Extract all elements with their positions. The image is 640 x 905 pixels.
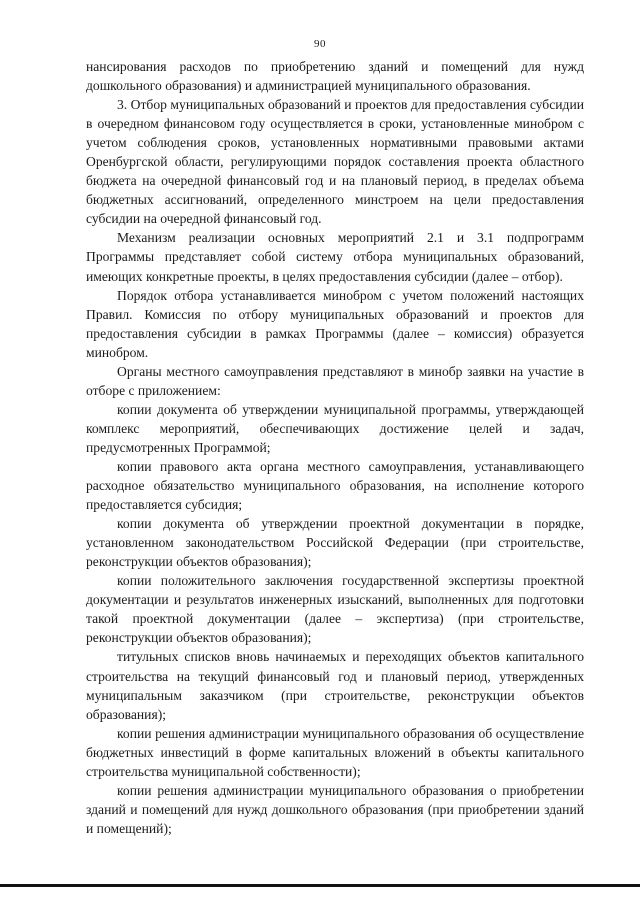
paragraph-mechanism: Механизм реализации основных мероприятий 2.1 и 3.1 подпрограмм Программы представляет собой систему отбора муниципальных образований, имеющих конкретные проекты, в целях предоставления субсидии (далее – отбор). bbox=[86, 230, 584, 284]
list-item-title-lists: титульных списков вновь начинаемых и переходящих объектов капитального строительства на текущий финансовый год и плановый период, утвержденных муниципальным заказчиком (при строительстве, реконструкции объектов образования); bbox=[86, 649, 584, 722]
bottom-rule bbox=[0, 884, 640, 887]
list-item-project-docs-copy: копии документа об утверждении проектной документации в порядке, установленном законодательством Российской Федерации (при строительстве, реконструкции объектов образования); bbox=[86, 516, 584, 570]
page-number: 90 bbox=[314, 38, 326, 50]
list-item-acquisition-decision: копии решения администрации муниципального образования о приобретении зданий и помещений для нужд дошкольного образования (при приобретении зданий и помещений); bbox=[86, 782, 584, 836]
list-item-program-copy: копии документа об утверждении муниципальной программы, утверждающей комплекс мероприятий, обеспечивающих достижение целей и задач, предусмотренных Программой; bbox=[86, 401, 584, 455]
paragraph-applications: Органы местного самоуправления представляют в минобр заявки на участие в отборе с приложением: bbox=[86, 363, 584, 398]
paragraph-selection-procedure: 3. Отбор муниципальных образований и проектов для предоставления субсидии в очередном финансовом году осуществляется в сроки, установленные минобром с учетом соблюдения сроков, установленных нормативными правовыми актами Оренбургской области, регулирующими порядок составления проекта областного бюджета на очередной финансовый год и на плановый период, в пределах объема бюджетных ассигнований, определенного минстроем на цели предоставления субсидии на очередной финансовый год. bbox=[86, 97, 584, 227]
list-item-investment-decision: копии решения администрации муниципального образования об осуществление бюджетных инвестиций в форме капитальных вложений в объекты капитального строительства муниципальной собственности); bbox=[86, 725, 584, 779]
document-body bbox=[86, 57, 584, 838]
paragraph-selection-order: Порядок отбора устанавливается минобром с учетом положений настоящих Правил. Комиссия по отбору муниципальных образований и проектов для предоставления субсидии в рамках Программы (далее – комиссия) образуется минобром. bbox=[86, 287, 584, 360]
list-item-expertise-copy: копии положительного заключения государственной экспертизы проектной документации и результатов инженерных изысканий, выполненных для подготовки такой проектной документации (далее – экспертиза) (при строительстве, реконструкции объектов образования); bbox=[86, 573, 584, 646]
list-item-legal-act-copy: копии правового акта органа местного самоуправления, устанавливающего расходное обязательство муниципального образования, на исполнение которого предоставляется субсидия; bbox=[86, 458, 584, 513]
paragraph-continuation: нансирования расходов по приобретению зданий и помещений для нужд дошкольного образования) и администрацией муниципального образования. bbox=[86, 59, 584, 94]
